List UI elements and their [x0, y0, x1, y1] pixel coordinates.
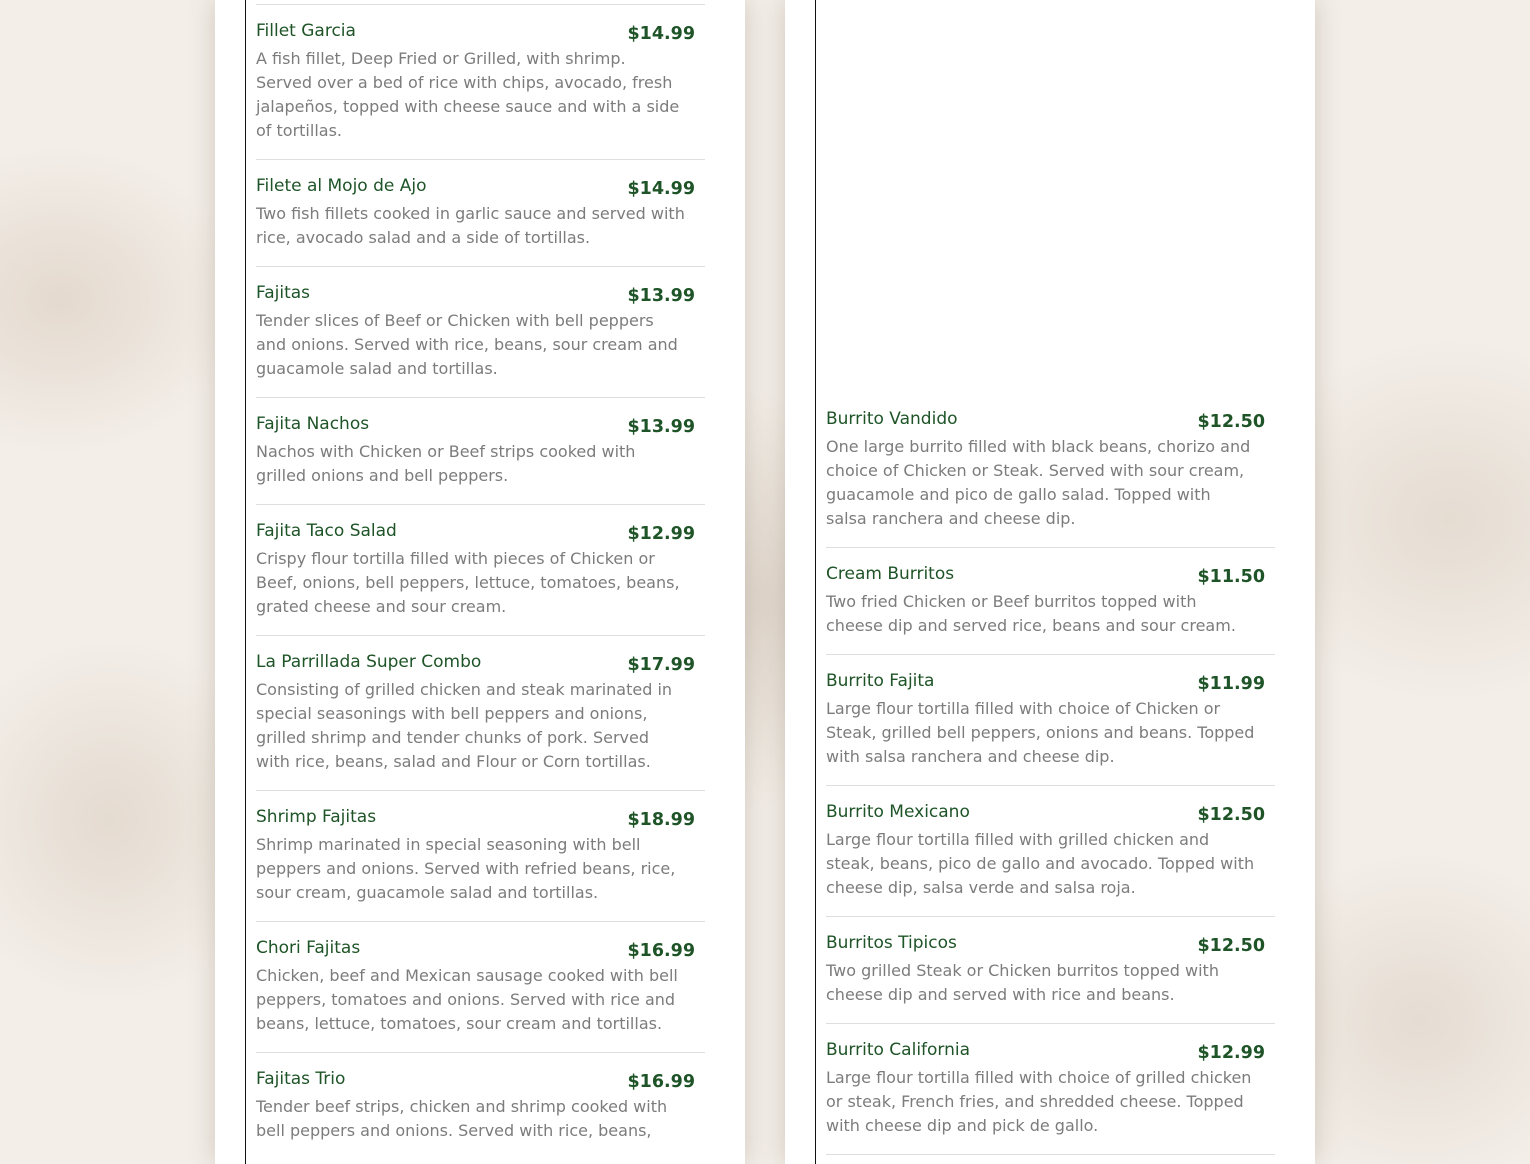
menu-item	[256, 791, 705, 922]
menu-item	[256, 160, 705, 267]
menu-item-title: Cream Burritos	[826, 564, 955, 584]
menu-item-description: Two fish fillets cooked in garlic sauce and served with rice, avocado salad and a side of tortillas.	[256, 204, 685, 247]
menu-item-title: Fillet Garcia	[256, 21, 356, 41]
menu-item-description: Two fried Chicken or Beef burritos topped with cheese dip and served rice, beans and sour cream.	[826, 592, 1236, 635]
menu-column-left	[215, 0, 745, 1164]
menu-item-title: Chori Fajitas	[256, 938, 361, 958]
menu-item-title: Shrimp Fajitas	[256, 807, 377, 827]
menu-item	[256, 398, 705, 505]
menu-item-title: Fajitas	[256, 283, 311, 303]
menu-item-title: Fajita Taco Salad	[256, 521, 397, 541]
menu-item-price: $12.50	[1197, 805, 1265, 825]
menu-item-title: La Parrillada Super Combo	[256, 652, 482, 672]
menu-item-title: Burrito Mexicano	[826, 802, 970, 822]
column-divider-line	[815, 0, 816, 1164]
menu-item	[256, 636, 705, 791]
menu-item-title: Burrito California	[826, 1040, 971, 1060]
menu-item	[826, 786, 1275, 917]
menu-item-price: $12.99	[1197, 1043, 1265, 1063]
menu-item-description: Consisting of grilled chicken and steak marinated in special seasonings with bell peppers and onions, grilled shrimp and tender chunks of pork. Served with rice, beans, salad and Flour or Corn tortillas.	[256, 680, 673, 771]
menu-item-description: Nachos with Chicken or Beef strips cooked with grilled onions and bell peppers.	[256, 442, 636, 485]
menu-item	[256, 267, 705, 398]
menu-item-description: Chicken, beef and Mexican sausage cooked with bell peppers, tomatoes and onions. Served with rice and beans, lettuce, tomatoes, sour cream and tortillas.	[256, 966, 678, 1033]
menu-item-price: $14.99	[627, 179, 695, 199]
menu-item-price: $11.50	[1197, 567, 1265, 587]
menu-item	[256, 5, 705, 160]
menu-item	[256, 922, 705, 1053]
menu-item-title: Fajitas Trio	[256, 1069, 346, 1089]
menu-item	[826, 548, 1275, 655]
menu-item	[826, 1024, 1275, 1155]
menu-item-title: Burrito Fajita	[826, 671, 935, 691]
menu-item-description: Tender beef strips, chicken and shrimp cooked with bell peppers and onions. Served with rice, beans,	[256, 1097, 668, 1140]
menu-item-description: Crispy flour tortilla filled with pieces of Chicken or Beef, onions, bell peppers, lettuce, tomatoes, beans, grated cheese and sour cream.	[256, 549, 680, 616]
menu-item-description: Large flour tortilla filled with grilled chicken and steak, beans, pico de gallo and avocado. Topped with cheese dip, salsa verde and salsa roja.	[826, 830, 1255, 897]
menu-item	[256, 505, 705, 636]
menu-item-description: One large burrito filled with black beans, chorizo and choice of Chicken or Steak. Served with sour cream, guacamole and pico de gallo salad. Topped with salsa ranchera and cheese dip.	[826, 437, 1251, 528]
menu-item-title: Burritos Tipicos	[826, 933, 957, 953]
menu-item-price: $12.99	[627, 524, 695, 544]
menu-item-price: $14.99	[627, 24, 695, 44]
menu-item-list	[826, 393, 1275, 1155]
menu-item-description: Two grilled Steak or Chicken burritos topped with cheese dip and served with rice and beans.	[826, 961, 1219, 1004]
menu-item-price: $12.50	[1197, 936, 1265, 956]
menu-column-right	[785, 0, 1315, 1164]
menu-item-price: $17.99	[627, 655, 695, 675]
menu-item	[826, 393, 1275, 548]
menu-item-price: $16.99	[627, 941, 695, 961]
menu-item	[256, 1053, 705, 1159]
menu-item-price: $12.50	[1197, 412, 1265, 432]
menu-item-description: Tender slices of Beef or Chicken with bell peppers and onions. Served with rice, beans, sour cream and guacamole salad and tortillas.	[256, 311, 678, 378]
menu-item-price: $13.99	[627, 417, 695, 437]
menu-item-title: Fajita Nachos	[256, 414, 370, 434]
menu-item-description: Shrimp marinated in special seasoning with bell peppers and onions. Served with refried beans, rice, sour cream, guacamole salad and tortillas.	[256, 835, 676, 902]
menu-item-list	[256, 0, 705, 1159]
menu-item-description: Large flour tortilla filled with choice of Chicken or Steak, grilled bell peppers, onions and beans. Topped with salsa ranchera and cheese dip.	[826, 699, 1255, 766]
menu-item-price: $18.99	[627, 810, 695, 830]
menu-item-title: Filete al Mojo de Ajo	[256, 176, 427, 196]
column-divider-line	[245, 0, 246, 1164]
menu-item-description: A fish fillet, Deep Fried or Grilled, with shrimp. Served over a bed of rice with chips, avocado, fresh jalapeños, topped with cheese sauce and with a side of tortillas.	[256, 49, 680, 140]
menu-item	[826, 655, 1275, 786]
menu-item-price: $13.99	[627, 286, 695, 306]
menu-item	[826, 917, 1275, 1024]
menu-item-description: Large flour tortilla filled with choice of grilled chicken or steak, French fries, and shredded cheese. Topped with cheese dip and pick de gallo.	[826, 1068, 1252, 1135]
menu-item-price: $11.99	[1197, 674, 1265, 694]
menu-item-title: Burrito Vandido	[826, 409, 958, 429]
menu-item-price: $16.99	[627, 1072, 695, 1092]
